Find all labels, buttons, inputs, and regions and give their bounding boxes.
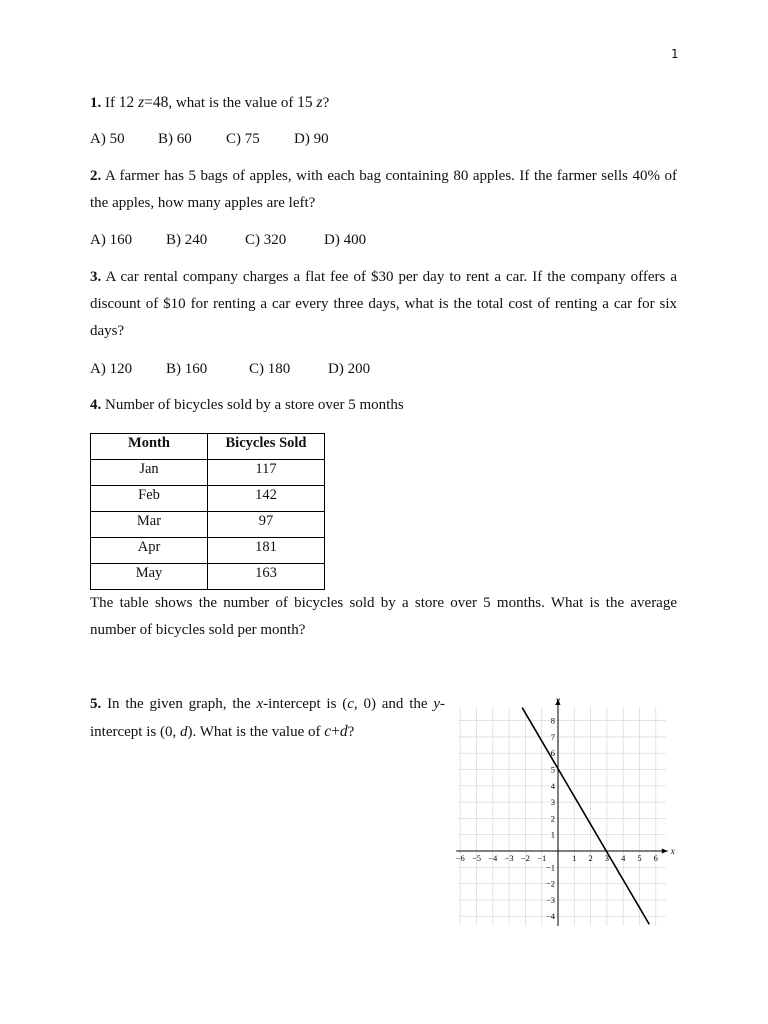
x-tick-label: 1 [572,853,577,863]
question-number: 1. [90,95,102,111]
table-row [91,564,325,590]
option-a[interactable]: A) 50 [90,131,125,147]
column-header-month: Month [91,434,208,460]
table-row [91,538,325,564]
y-tick-label: 8 [550,715,555,726]
question-number: 2. [90,168,102,184]
x-tick-label: 6 [653,853,658,863]
y-tick-label: 4 [550,780,555,791]
question-text: If [105,95,115,111]
y-tick-label: −3 [545,894,555,905]
question-number: 4. [90,397,102,413]
option-a[interactable]: A) 160 [90,232,133,248]
cell-value: 163 [208,564,325,590]
question-5: 5. In the given graph, the x-intercept is (c, 0) and the y-intercept is (0, d). What is the value of c+d? [90,696,446,740]
cell-value: 142 [208,486,325,512]
table-title: Number of bicycles sold by a store over 5 months [105,397,404,413]
cell-value: 181 [208,538,325,564]
question-4 [90,590,677,644]
table-header-row [91,434,325,460]
graph-line [522,708,649,925]
x-axis-arrow [662,849,668,854]
y-tick-label: −1 [545,862,555,873]
y-tick-label: 5 [550,764,555,775]
option-b[interactable]: B) 60 [158,131,192,147]
question-2 [90,163,677,217]
y-tick-label: 2 [550,813,555,824]
math-expression: 15 z [297,94,323,111]
x-tick-label: 4 [621,853,626,863]
question-text: The table shows the number of bicycles sold by a store over 5 months. What is the average number of bicycles sold per month? [90,595,677,638]
option-d[interactable]: D) 200 [328,361,371,377]
question-text: A farmer has 5 bags of apples, with each bag containing 80 apples. If the farmer sells 40% of the apples, how many apples are left? [90,168,677,211]
option-c[interactable]: C) 75 [226,131,260,147]
question-number: 5. [90,696,102,712]
y-tick-label: 7 [550,731,555,742]
math-equation: 12 z=48 [118,94,169,111]
cell-month: Mar [91,512,208,538]
option-b[interactable]: B) 160 [166,361,208,377]
cell-month: Feb [91,486,208,512]
x-tick-label: −4 [488,853,498,863]
option-d[interactable]: D) 400 [324,232,367,248]
column-header-bicycles-sold: Bicycles Sold [208,434,325,460]
x-tick-label: −1 [537,853,547,863]
y-tick-label: 6 [550,748,555,759]
question-3 [90,264,677,345]
y-tick-label: 1 [550,829,555,840]
cell-month: Jan [91,460,208,486]
y-tick-label: −2 [545,878,555,889]
bicycles-table [90,433,325,590]
cell-value: 97 [208,512,325,538]
x-tick-label: −2 [520,853,530,863]
option-c[interactable]: C) 320 [245,232,287,248]
x-tick-label: −3 [504,853,514,863]
option-a[interactable]: A) 120 [90,361,133,377]
y-tick-label: 3 [550,797,555,808]
y-axis-label: y [556,696,560,705]
question-number: 3. [90,269,102,285]
table-row [91,460,325,486]
x-axis-label: x [670,846,675,856]
x-tick-label: −5 [471,853,482,863]
table-row [91,486,325,512]
question-text: , what is the value of [168,95,294,111]
table-row [91,512,325,538]
option-b[interactable]: B) 240 [166,232,208,248]
y-tick-label: −4 [545,911,555,922]
x-tick-label: 2 [588,853,593,863]
x-tick-label: 3 [604,853,610,863]
x-tick-label: −6 [455,853,465,863]
option-c[interactable]: C) 180 [249,361,291,377]
line-graph [455,696,677,926]
cell-month: Apr [91,538,208,564]
option-d[interactable]: D) 90 [294,131,329,147]
cell-value: 117 [208,460,325,486]
page-number: 1 [671,47,679,61]
question-text: A car rental company charges a flat fee of $30 per day to rent a car. If the company offers a discount of $10 for renting a car every three days, what is the total cost of renting a car for six days? [90,269,677,339]
question-1: 1. If 12 z=48, what is the value of 15 z? [90,94,330,111]
math-expression: c+d [324,723,348,740]
x-tick-label: 5 [637,853,642,863]
question-4-title [90,392,677,419]
cell-month: May [91,564,208,590]
